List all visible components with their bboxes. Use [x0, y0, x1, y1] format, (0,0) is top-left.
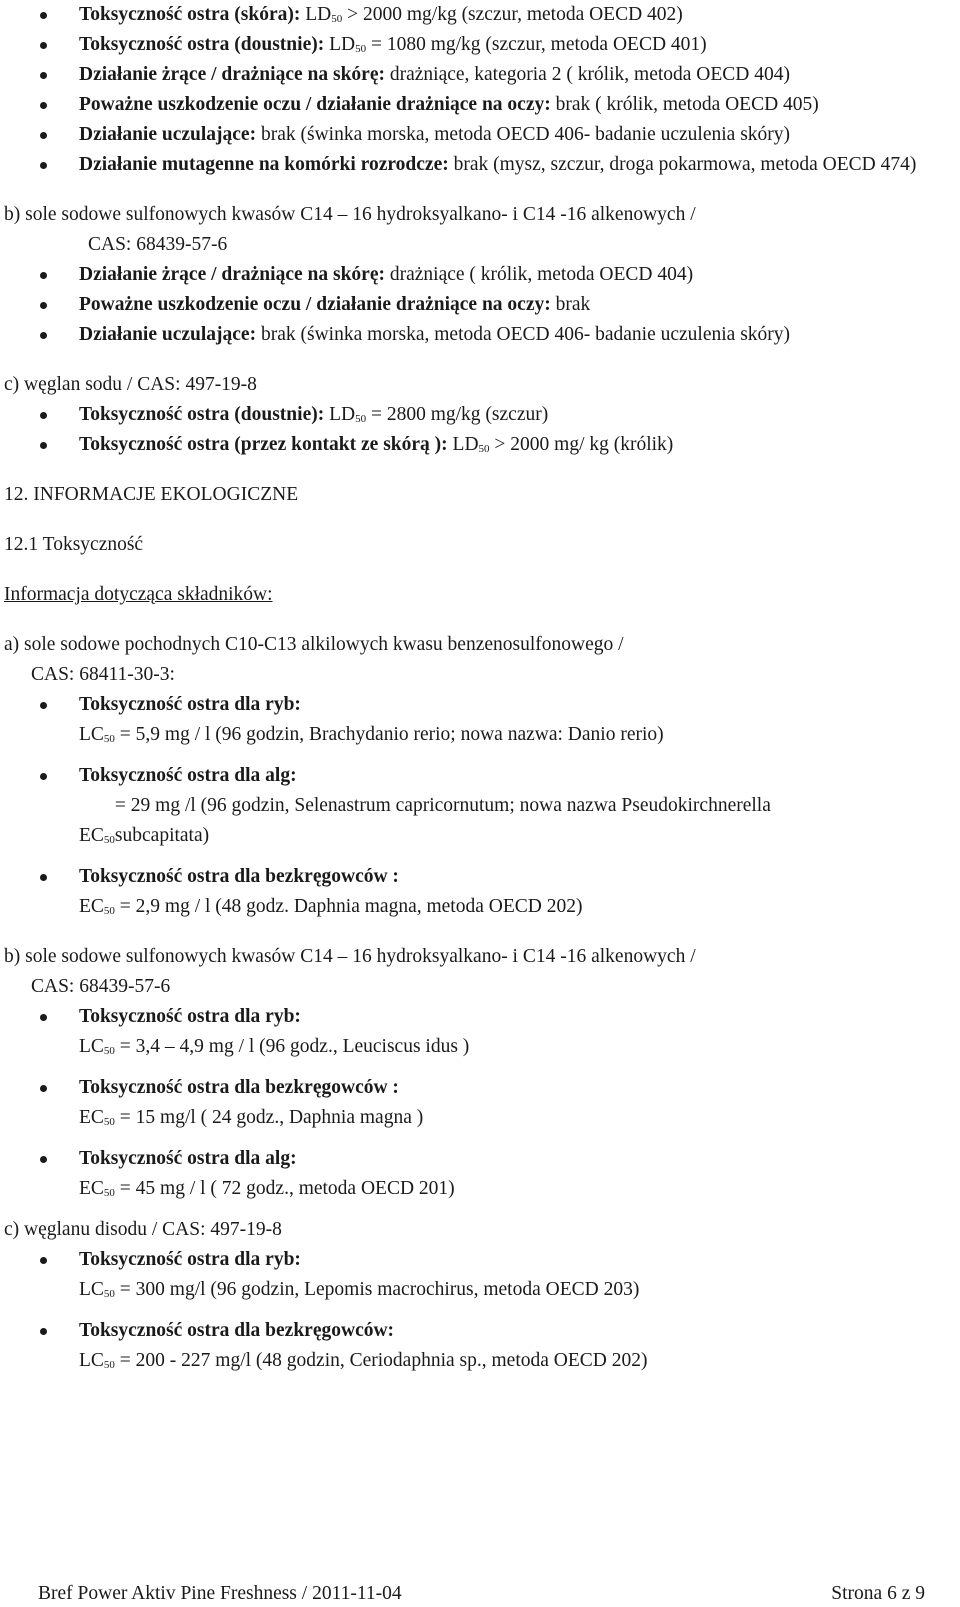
list-item: Działanie mutagenne na komórki rozrodcze: brak (mysz, szczur, droga pokarmowa, metoda OECD 474): [0, 150, 960, 180]
footer-document-info: Bref Power Aktiv Pine Freshness / 2011-11-04: [38, 1583, 402, 1604]
list-item: Toksyczność ostra dla ryb: $LC_{50} = 300$ mg/l (96 godzin, Lepomis macrochirus, metoda OECD 203): [0, 1245, 960, 1305]
list-item: Toksyczność ostra dla bezkręgowców: $LC_{50} = 200 - 227$ mg/l (48 godzin, Ceriodaphnia sp., metoda OECD 202): [0, 1316, 960, 1376]
list-item: Toksyczność ostra (przez kontakt ze skórą ): $LD_{50} > 2000$ mg/ kg (królik): [0, 430, 960, 460]
list-item: Toksyczność ostra dla bezkręgowców : $EC_{50} = 15$ mg/l ( 24 godz., Daphnia magna ): [0, 1073, 960, 1133]
section-heading-12-1: 12.1 Toksyczność: [4, 534, 144, 555]
component-b-title: b) sole sodowe sulfonowych kwasów C14 – 16 hydroksyalkano- i C14 -16 alkenowych /: [4, 204, 696, 225]
section-heading-12: 12. INFORMACJE EKOLOGICZNE: [4, 484, 299, 505]
list-item: Toksyczność ostra dla ryb: $LC_{50} = 3,4 - 4,9$ mg / l (96 godz., Leuciscus idus ): [0, 1002, 960, 1062]
list-item: Działanie żrące / drażniące na skórę: drażniące ( królik, metoda OECD 404): [0, 260, 960, 290]
eco-component-b-cas: CAS: 68439-57-6: [31, 976, 171, 997]
eco-list-c: [0, 1245, 960, 1376]
tox-list-c: [0, 400, 960, 460]
list-item: Toksyczność ostra dla bezkręgowców : $EC_{50} = 2,9$ mg / l (48 godz. Daphnia magna, metoda OECD 202): [0, 862, 960, 922]
list-item: Toksyczność ostra (skóra): $LD_{50} > 2000$ mg/kg (szczur, metoda OECD 402): [0, 0, 960, 30]
eco-list-a: [0, 690, 960, 922]
list-item: Działanie uczulające: brak (świnka morska, metoda OECD 406- badanie uczulenia skóry): [0, 320, 960, 350]
list-item: Toksyczność ostra dla alg: $EC_{50} = 45$ mg / l ( 72 godz., metoda OECD 201): [0, 1144, 960, 1204]
list-item: Poważne uszkodzenie oczu / działanie drażniące na oczy: brak: [0, 290, 960, 320]
component-b-cas: CAS: 68439-57-6: [88, 234, 228, 255]
list-item: Toksyczność ostra (doustnie): $LD_{50} = 2800$ mg/kg (szczur): [0, 400, 960, 430]
list-item: Działanie uczulające: brak (świnka morska, metoda OECD 406- badanie uczulenia skóry): [0, 120, 960, 150]
components-info-label: Informacja dotycząca składników:: [4, 584, 273, 605]
eco-list-b: [0, 1002, 960, 1204]
eco-component-a-cas: CAS: 68411-30-3:: [31, 664, 175, 685]
tox-list-b: [0, 260, 960, 350]
eco-component-a-title: a) sole sodowe pochodnych C10-C13 alkilowych kwasu benzenosulfonowego /: [4, 634, 624, 655]
list-item: Toksyczność ostra dla alg: $EC_{50}= 29$ mg /l (96 godzin, Selenastrum capricornutum; nowa nazwa Pseudokirchnerella subcapitata): [0, 761, 960, 851]
list-item: Poważne uszkodzenie oczu / działanie drażniące na oczy: brak ( królik, metoda OECD 405): [0, 90, 960, 120]
list-item: Toksyczność ostra (doustnie): $LD_{50} = 1080$ mg/kg (szczur, metoda OECD 401): [0, 30, 960, 60]
component-c-title: c) węglan sodu / CAS: 497-19-8: [4, 374, 257, 395]
eco-component-b-title: b) sole sodowe sulfonowych kwasów C14 – 16 hydroksyalkano- i C14 -16 alkenowych /: [4, 946, 696, 967]
list-item: Działanie żrące / drażniące na skórę: drażniące, kategoria 2 ( królik, metoda OECD 404): [0, 60, 960, 90]
tox-list-a: [0, 0, 960, 180]
list-item: Toksyczność ostra dla ryb: $LC_{50} = 5,9$ mg / l (96 godzin, Brachydanio rerio; nowa nazwa: Danio rerio): [0, 690, 960, 750]
footer-page-number: Strona 6 z 9: [831, 1583, 925, 1604]
eco-component-c-title: c) węglanu disodu / CAS: 497-19-8: [4, 1219, 282, 1240]
